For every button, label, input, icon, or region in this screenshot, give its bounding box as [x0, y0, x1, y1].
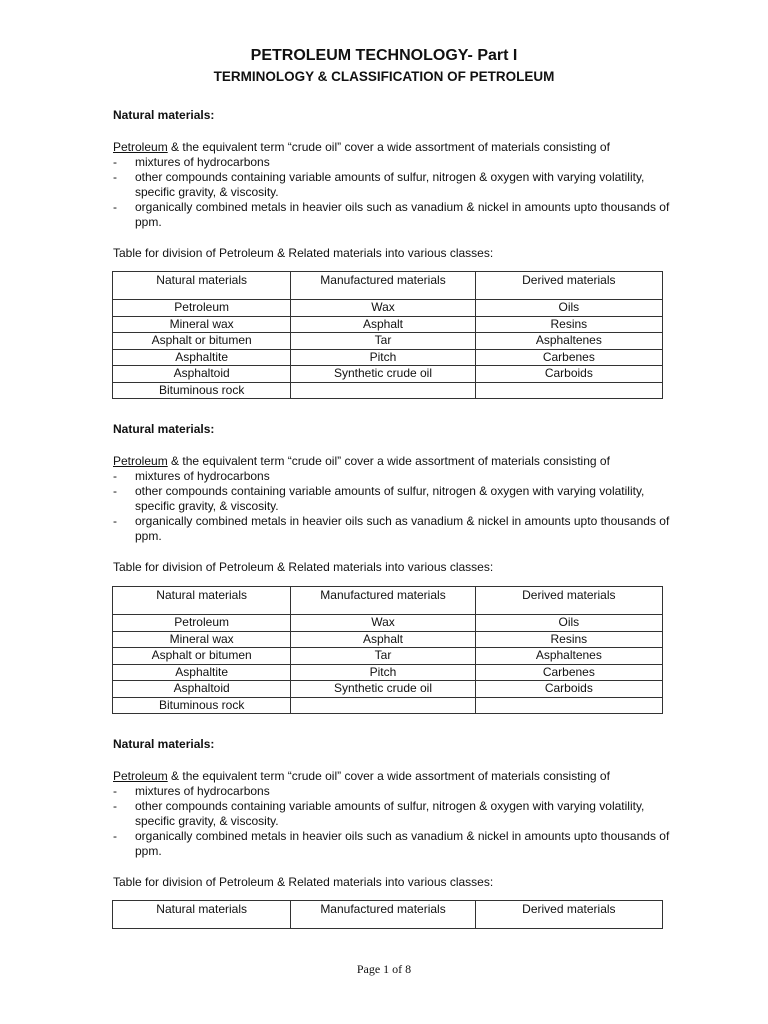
table-cell: Carboids: [475, 681, 662, 698]
table-cell: [291, 382, 475, 399]
table-cell: Resins: [475, 631, 662, 648]
table-row: [113, 316, 663, 333]
table-header-cell: Manufactured materials: [291, 901, 475, 929]
table-cell: Oils: [475, 615, 662, 632]
bullet-list: [113, 784, 673, 859]
petroleum-term: Petroleum: [113, 454, 168, 468]
table-row: [113, 366, 663, 383]
table-cell: Pitch: [291, 349, 475, 366]
table-cell: Tar: [291, 648, 475, 665]
list-item: [113, 799, 673, 829]
table-caption: Table for division of Petroleum & Related materials into various classes:: [113, 246, 494, 260]
table-cell: Asphaltite: [113, 349, 291, 366]
table-cell: Mineral wax: [113, 316, 291, 333]
bullet-text: mixtures of hydrocarbons: [135, 155, 270, 169]
table-cell: Carbenes: [475, 664, 662, 681]
intro-paragraph: [113, 769, 673, 784]
petroleum-term: Petroleum: [113, 769, 168, 783]
list-item: [113, 829, 673, 859]
table-header-cell: Natural materials: [113, 901, 291, 929]
table-cell: Petroleum: [113, 615, 291, 632]
table-cell: Bituminous rock: [113, 382, 291, 399]
list-item: [113, 155, 673, 170]
table-row: [113, 631, 663, 648]
table-header-cell: Derived materials: [475, 587, 662, 615]
intro-text: & the equivalent term “crude oil” cover a wide assortment of materials consisting of: [167, 769, 610, 783]
section-heading: Natural materials:: [113, 422, 215, 436]
classification-table: [112, 900, 663, 929]
document-title: PETROLEUM TECHNOLOGY- Part I: [250, 47, 518, 64]
table-cell: Asphalt: [291, 631, 475, 648]
table-row: [113, 697, 663, 714]
bullet-list: [113, 155, 673, 230]
intro-paragraph: [113, 454, 673, 469]
bullet-marker: -: [113, 200, 117, 214]
table-cell: Asphalt: [291, 316, 475, 333]
list-item: [113, 784, 673, 799]
section-natural-materials: [113, 737, 673, 890]
table-header-cell: Natural materials: [113, 587, 291, 615]
table-cell: Resins: [475, 316, 662, 333]
bullet-text: other compounds containing variable amounts of sulfur, nitrogen & oxygen with varying volatility, specific gravity, & viscosity.: [135, 484, 645, 513]
bullet-text: mixtures of hydrocarbons: [135, 784, 270, 798]
section-heading: Natural materials:: [113, 108, 215, 122]
table-row: [113, 664, 663, 681]
table-header-cell: Manufactured materials: [291, 272, 475, 300]
table-cell: Wax: [291, 300, 475, 317]
table-row: [113, 681, 663, 698]
classification-table: [112, 271, 663, 399]
table-row: [113, 349, 663, 366]
table-header-cell: Natural materials: [113, 272, 291, 300]
bullet-list: [113, 469, 673, 544]
table-row: [113, 333, 663, 350]
list-item: [113, 484, 673, 514]
list-item: [113, 514, 673, 544]
bullet-marker: -: [113, 469, 117, 483]
table-cell: Carbenes: [475, 349, 662, 366]
table-cell: [475, 382, 662, 399]
bullet-marker: -: [113, 784, 117, 798]
table-cell: Petroleum: [113, 300, 291, 317]
bullet-text: organically combined metals in heavier oils such as vanadium & nickel in amounts upto thousands of ppm.: [135, 829, 670, 858]
table-row: [113, 648, 663, 665]
table-cell: [475, 697, 662, 714]
document-subtitle: TERMINOLOGY & CLASSIFICATION OF PETROLEUM: [213, 69, 555, 84]
table-cell: Asphalt or bitumen: [113, 333, 291, 350]
table-cell: Synthetic crude oil: [291, 681, 475, 698]
section-heading: Natural materials:: [113, 737, 215, 751]
table-cell: Pitch: [291, 664, 475, 681]
intro-text: & the equivalent term “crude oil” cover a wide assortment of materials consisting of: [167, 454, 610, 468]
section-natural-materials: [113, 422, 673, 575]
table-cell: [291, 697, 475, 714]
table-row: [113, 382, 663, 399]
bullet-text: organically combined metals in heavier oils such as vanadium & nickel in amounts upto thousands of ppm.: [135, 514, 670, 543]
table-header-row: [113, 272, 663, 300]
table-cell: Oils: [475, 300, 662, 317]
table-header-cell: Derived materials: [475, 272, 662, 300]
bullet-text: mixtures of hydrocarbons: [135, 469, 270, 483]
section-natural-materials: [113, 108, 673, 261]
bullet-text: other compounds containing variable amounts of sulfur, nitrogen & oxygen with varying volatility, specific gravity, & viscosity.: [135, 170, 645, 199]
table-row: [113, 300, 663, 317]
classification-table: [112, 586, 663, 714]
table-header-cell: Manufactured materials: [291, 587, 475, 615]
list-item: [113, 469, 673, 484]
bullet-marker: -: [113, 170, 117, 184]
bullet-marker: -: [113, 155, 117, 169]
table-caption: Table for division of Petroleum & Related materials into various classes:: [113, 875, 494, 889]
petroleum-term: Petroleum: [113, 140, 168, 154]
page-footer: Page 1 of 8: [356, 962, 412, 976]
table-cell: Asphaltoid: [113, 366, 291, 383]
table-cell: Synthetic crude oil: [291, 366, 475, 383]
bullet-marker: -: [113, 484, 117, 498]
table-cell: Asphaltenes: [475, 648, 662, 665]
intro-paragraph: [113, 140, 673, 155]
bullet-text: organically combined metals in heavier oils such as vanadium & nickel in amounts upto thousands of ppm.: [135, 200, 670, 229]
table-cell: Mineral wax: [113, 631, 291, 648]
table-cell: Wax: [291, 615, 475, 632]
bullet-marker: -: [113, 829, 117, 843]
table-cell: Bituminous rock: [113, 697, 291, 714]
table-cell: Asphalt or bitumen: [113, 648, 291, 665]
bullet-marker: -: [113, 799, 117, 813]
list-item: [113, 170, 673, 200]
list-item: [113, 200, 673, 230]
table-header-row: [113, 901, 663, 929]
table-cell: Asphaltoid: [113, 681, 291, 698]
table-caption: Table for division of Petroleum & Related materials into various classes:: [113, 560, 494, 574]
table-cell: Carboids: [475, 366, 662, 383]
bullet-marker: -: [113, 514, 117, 528]
table-row: [113, 615, 663, 632]
table-cell: Tar: [291, 333, 475, 350]
table-cell: Asphaltenes: [475, 333, 662, 350]
table-header-cell: Derived materials: [475, 901, 662, 929]
intro-text: & the equivalent term “crude oil” cover a wide assortment of materials consisting of: [167, 140, 610, 154]
bullet-text: other compounds containing variable amounts of sulfur, nitrogen & oxygen with varying volatility, specific gravity, & viscosity.: [135, 799, 645, 828]
table-cell: Asphaltite: [113, 664, 291, 681]
table-header-row: [113, 587, 663, 615]
